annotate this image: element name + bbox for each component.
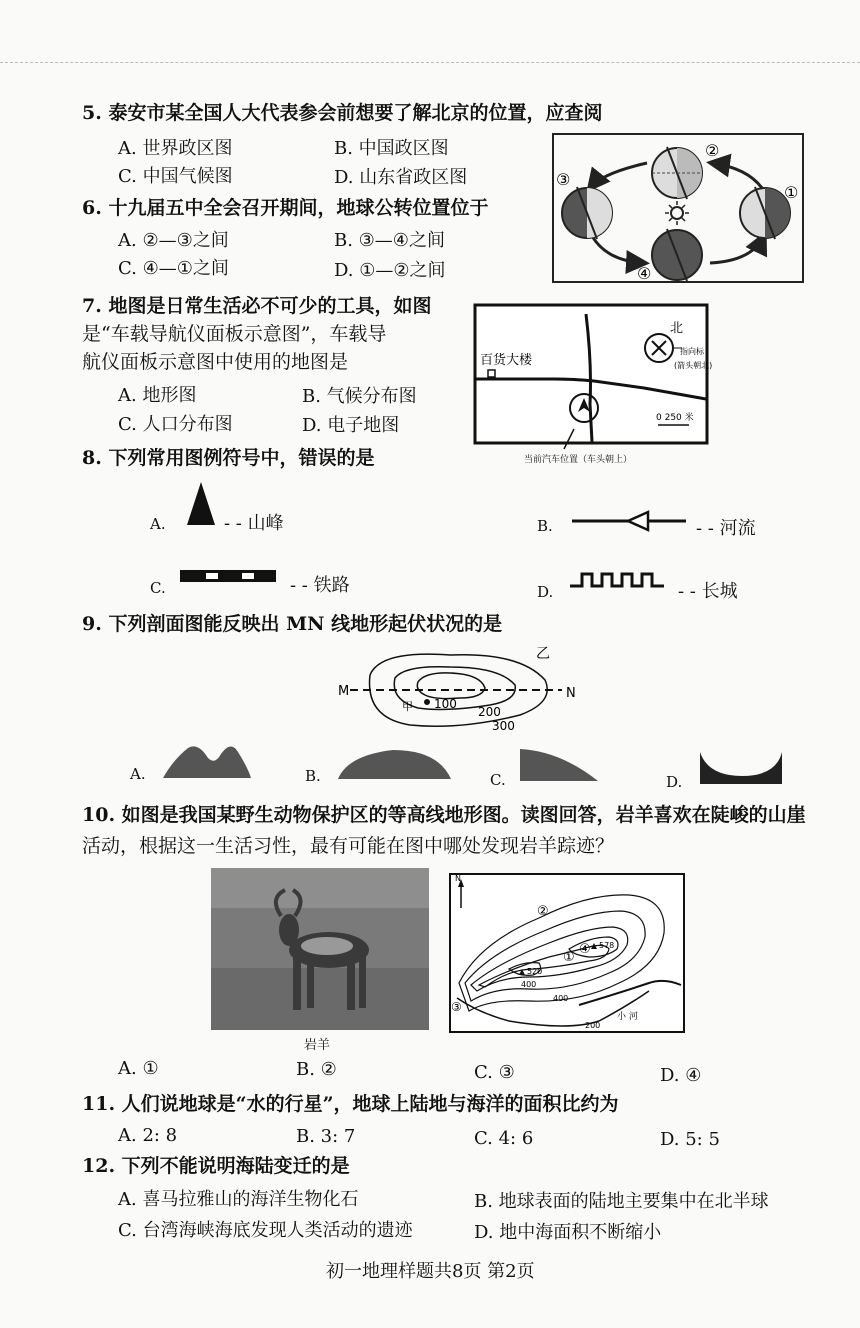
q6-option-b: B. ③—④之间 [334, 230, 445, 251]
q5-option-d: D. 山东省政区图 [334, 167, 468, 188]
point-jia: 甲 [402, 700, 413, 713]
q10-option-c: C. ③ [474, 1062, 515, 1083]
q8-letter-a: A. [150, 515, 166, 533]
contour-400-a: 400 [521, 980, 537, 989]
q10-stem-line1: 10. 如图是我国某野生动物保护区的等高线地形图。读图回答，岩羊喜欢在陡峻的山崖 [82, 804, 806, 826]
point-yi: 乙 [536, 646, 550, 662]
profile-option-d [700, 748, 784, 786]
earth-orbit-figure [552, 133, 804, 283]
great-wall-symbol [568, 570, 668, 590]
q11-option-a: A. 2: 8 [118, 1125, 178, 1146]
q8-label-c: - - 铁路 [290, 575, 350, 596]
q8-letter-b: B. [537, 517, 553, 535]
q7-option-a: A. 地形图 [118, 385, 197, 406]
elevation-578: 578 [599, 941, 615, 950]
contour-300: 300 [492, 719, 515, 733]
point-n: N [566, 686, 576, 701]
orbit-label-4: ④ [637, 264, 652, 283]
q8-letter-d: D. [537, 583, 554, 601]
map-scale: 0 250 米 [656, 413, 694, 423]
north-label: 北 [670, 321, 684, 336]
q10-option-a: A. ① [118, 1058, 159, 1079]
q11-option-d: D. 5: 5 [660, 1129, 720, 1150]
q9-letter-c: C. [490, 771, 506, 789]
q5-stem: 5. 泰安市某全国人大代表参会前想要了解北京的位置，应查阅 [82, 102, 603, 124]
location-4: ④ [579, 942, 591, 957]
contour-200: 200 [585, 1021, 601, 1030]
profile-option-c [520, 745, 600, 783]
q10-option-d: D. ④ [660, 1065, 702, 1086]
mountain-peak-symbol [183, 480, 219, 526]
river-label: 小 河 [617, 1012, 638, 1022]
q12-option-b: B. 地球表面的陆地主要集中在北半球 [474, 1191, 769, 1212]
q9-letter-d: D. [666, 773, 683, 791]
earth-position-1 [740, 187, 790, 239]
location-3: ③ [451, 1000, 462, 1014]
mn-contour-map [330, 640, 590, 750]
car-position-caption: 当前汽车位置（车头朝上） [524, 455, 633, 465]
contour-200: 200 [478, 705, 501, 719]
q12-option-d: D. 地中海面积不断缩小 [474, 1222, 662, 1243]
q5-option-b: B. 中国政区图 [334, 138, 449, 159]
q9-letter-a: A. [130, 765, 146, 783]
elevation-520: 520 [527, 967, 543, 976]
blue-sheep-photo [211, 868, 429, 1030]
q11-stem: 11. 人们说地球是“水的行星”，地球上陆地与海洋的面积比约为 [82, 1093, 619, 1115]
q11-option-c: C. 4: 6 [474, 1128, 534, 1149]
q7-option-d: D. 电子地图 [302, 415, 400, 436]
compass-note-1: 指向标 [680, 347, 704, 356]
location-1: ① [563, 950, 575, 965]
page-top-rule [0, 62, 860, 63]
q9-letter-b: B. [305, 767, 321, 785]
contour-100: 100 [434, 697, 457, 711]
q10-option-b: B. ② [296, 1059, 337, 1080]
q11-option-b: B. 3: 7 [296, 1126, 356, 1147]
q10-stem-line2: 活动，根据这一生活习性，最有可能在图中哪处发现岩羊踪迹？ [82, 835, 615, 857]
page-footer: 初一地理样题共8页 第2页 [326, 1261, 535, 1282]
orbit-label-3: ③ [556, 170, 571, 189]
river-symbol [570, 510, 688, 532]
q8-stem: 8. 下列常用图例符号中，错误的是 [82, 447, 375, 469]
location-2: ② [537, 904, 549, 919]
earth-position-3 [562, 187, 612, 239]
q9-stem: 9. 下列剖面图能反映出 MN 线地形起伏状况的是 [82, 613, 503, 635]
q5-option-a: A. 世界政区图 [118, 138, 233, 159]
earth-position-4 [652, 229, 702, 281]
q6-option-a: A. ②—③之间 [118, 230, 229, 251]
nature-reserve-contour-map [449, 873, 685, 1033]
q12-option-a: A. 喜马拉雅山的海洋生物化石 [118, 1189, 359, 1210]
q12-stem: 12. 下列不能说明海陆变迁的是 [82, 1155, 350, 1177]
map-building-label: 百货大楼 [480, 353, 533, 368]
point-m: M [338, 684, 350, 699]
orbit-label-1: ① [784, 183, 799, 202]
railway-symbol [178, 567, 278, 585]
q12-option-c: C. 台湾海峡海底发现人类活动的遗迹 [118, 1220, 413, 1241]
photo-caption: 岩羊 [304, 1038, 331, 1053]
q8-letter-c: C. [150, 579, 166, 597]
q8-label-d: - - 长城 [678, 581, 738, 602]
contour-400-b: 400 [553, 994, 569, 1003]
q7-option-b: B. 气候分布图 [302, 386, 417, 407]
sun-icon [665, 201, 689, 225]
q8-label-a: - - 山峰 [224, 513, 284, 534]
q5-option-c: C. 中国气候图 [118, 166, 233, 187]
q7-stem-line1: 7. 地图是日常生活必不可少的工具，如图 [82, 295, 432, 317]
profile-option-b [338, 745, 453, 781]
compass-note-2: (箭头朝北) [674, 361, 713, 370]
orbit-label-2: ② [705, 141, 720, 160]
q7-stem-line3: 航仪面板示意图中使用的地图是 [82, 351, 349, 373]
q6-option-c: C. ④—①之间 [118, 258, 229, 279]
q7-stem-line2: 是“车载导航仪面板示意图”，车载导 [82, 323, 387, 345]
q6-stem: 6. 十九届五中全会召开期间，地球公转位置位于 [82, 197, 489, 219]
profile-option-a [163, 740, 253, 780]
map-north: N [455, 874, 461, 883]
navigation-panel-figure [474, 304, 713, 444]
q6-option-d: D. ①—②之间 [334, 260, 446, 281]
q8-label-b: - - 河流 [696, 518, 756, 539]
q7-option-c: C. 人口分布图 [118, 414, 233, 435]
earth-position-2 [652, 147, 702, 199]
